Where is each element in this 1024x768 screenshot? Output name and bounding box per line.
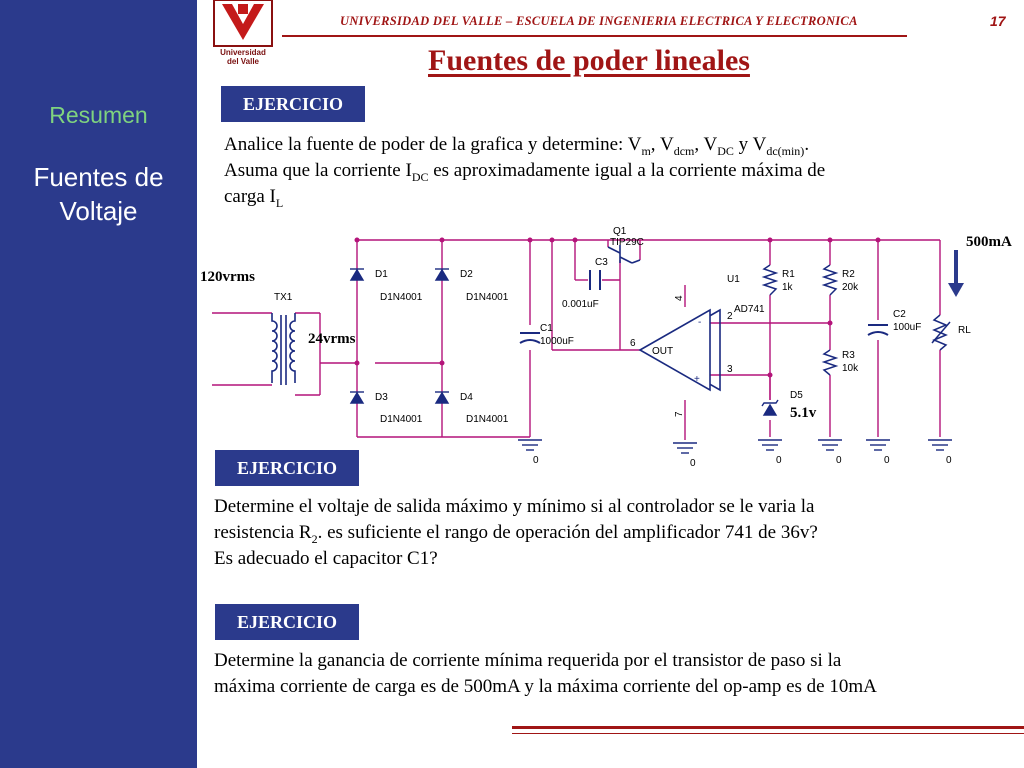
d3-label: D3	[375, 392, 388, 403]
c1-value: 1000uF	[540, 336, 574, 347]
logo-text	[211, 48, 275, 66]
input-voltage-label: 120vrms	[200, 269, 255, 285]
exercise3-line1: Determine la ganancia de corriente mínima requerida por el transistor de paso si la	[214, 650, 842, 671]
pin4-label: 4	[674, 295, 685, 301]
logo-text-line2: del Valle	[226, 57, 260, 66]
circuit-diagram	[200, 225, 1024, 470]
zener-d5	[762, 400, 778, 415]
u1-part: AD741	[734, 304, 765, 315]
exercise3-line2: máxima corriente de carga es de 500mA y la máxima corriente del op-amp es de 10mA	[214, 676, 877, 697]
pin2-label: 2	[727, 311, 733, 322]
pin6-label: 6	[630, 338, 636, 349]
page-title: Fuentes de poder lineales	[428, 44, 750, 77]
sidebar-resumen-label[interactable]: Resumen	[49, 102, 148, 128]
exercise3-text	[214, 648, 1014, 700]
exercise2-line3: Es adecuado el capacitor C1?	[214, 548, 438, 569]
svg-text:-: -	[698, 317, 702, 328]
out-label: OUT	[652, 346, 674, 357]
c2-value: 100uF	[893, 322, 922, 333]
c1-label: C1	[540, 323, 553, 334]
exercise1-line2: Asuma que la corriente $I_{DC}$ es aproximadamente igual a la corriente máxima de	[224, 160, 826, 184]
d2-label: D2	[460, 269, 473, 280]
junction-dots	[355, 238, 881, 378]
r2-value: 20k	[842, 282, 859, 293]
d2-part: D1N4001	[466, 292, 509, 303]
exercise2-text	[214, 494, 1014, 572]
exercise2-badge: EJERCICIO	[215, 450, 359, 486]
r1-value: 1k	[782, 282, 793, 293]
rl-label: RL	[958, 325, 971, 336]
header-university: UNIVERSIDAD DEL VALLE – ESCUELA DE INGENIERIA ELECTRICA Y ELECTRONICA	[340, 14, 858, 28]
exercise3-badge: EJERCICIO	[215, 604, 359, 640]
tx-label: TX1	[274, 292, 293, 303]
footer-divider	[512, 726, 1024, 729]
ground-label-5: 0	[884, 455, 890, 466]
exercise2-line2: resistencia $R_2$. es suficiente el rango de operación del amplificador 741 de 36v?	[214, 522, 818, 546]
d5-label: D5	[790, 390, 803, 401]
q1-label: Q1	[613, 226, 627, 237]
exercise2-line1: Determine el voltaje de salida máximo y mínimo si al controlador se le varia la	[214, 496, 815, 517]
c3-label: C3	[595, 257, 608, 268]
c3-value: 0.001uF	[562, 299, 599, 310]
exercise1-text	[224, 132, 1004, 210]
sidebar-topic-line1: Fuentes de	[33, 162, 164, 192]
ground-label-1: 0	[533, 455, 539, 466]
pin7-label: 7	[674, 411, 685, 417]
exercise1-line1: Analice la fuente de poder de la grafica y determine: $V_m$, $V_{dcm}$, $V_{DC}$ y $V_{dc(min)}$.	[224, 134, 810, 158]
logo-text-line1: Universidad	[220, 48, 266, 57]
bridge-diodes	[350, 269, 449, 403]
svg-text:+: +	[694, 374, 700, 385]
ground-label-2: 0	[690, 458, 696, 469]
footer-divider-thin	[512, 733, 1024, 734]
capacitor-c1	[520, 333, 540, 343]
d1-part: D1N4001	[380, 292, 423, 303]
header-divider	[282, 35, 907, 37]
r2-label: R2	[842, 269, 855, 280]
secondary-voltage-label: 24vrms	[308, 331, 356, 347]
ground-label-3: 0	[776, 455, 782, 466]
d4-part: D1N4001	[466, 414, 509, 425]
ground-label-6: 0	[946, 455, 952, 466]
d1-label: D1	[375, 269, 388, 280]
r3-label: R3	[842, 350, 855, 361]
r1-label: R1	[782, 269, 795, 280]
d4-label: D4	[460, 392, 473, 403]
load-current-label: 500mA	[966, 234, 1012, 250]
exercise1-badge: EJERCICIO	[221, 86, 365, 122]
zener-voltage-label: 5.1v	[790, 405, 817, 421]
capacitor-c2	[868, 325, 888, 335]
d3-part: D1N4001	[380, 414, 423, 425]
exercise1-line3: carga $I_L$	[224, 186, 284, 210]
page-number: 17	[990, 13, 1006, 29]
sidebar-topic[interactable]	[0, 160, 197, 228]
sidebar-topic-line2: Voltaje	[59, 196, 138, 226]
u1-label: U1	[727, 274, 740, 285]
r3-value: 10k	[842, 363, 859, 374]
ground-label-4: 0	[836, 455, 842, 466]
load-current-arrow	[948, 250, 964, 297]
c2-label: C2	[893, 309, 906, 320]
q1-part: TIP29C	[610, 237, 644, 248]
transformer-symbol	[272, 313, 295, 385]
ground-symbols	[518, 440, 952, 453]
capacitor-c3	[590, 270, 600, 290]
pin3-label: 3	[727, 364, 733, 375]
